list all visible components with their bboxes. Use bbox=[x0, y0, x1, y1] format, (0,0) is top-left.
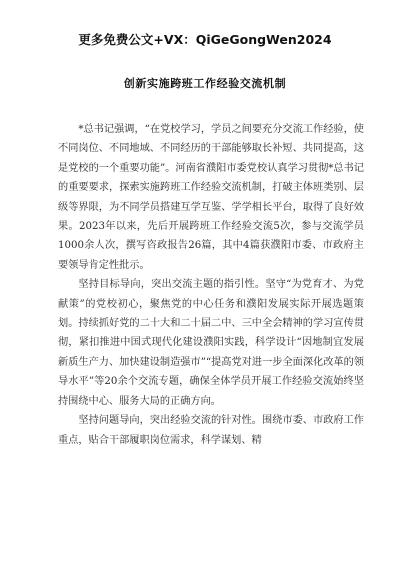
document-body bbox=[58, 120, 364, 450]
document-title: 创新实施跨班工作经验交流机制 bbox=[123, 77, 287, 90]
paragraph-3: 坚持问题导向，突出经验交流的针对性。围绕市委、市政府工作重点，贴合干部履职岗位需求，科学谋划、精 bbox=[58, 415, 364, 446]
watermark-header: 更多免费公文+VX：QiGeGongWen2024 bbox=[78, 32, 332, 47]
paragraph-1: *总书记强调，“在党校学习，学员之间要充分交流工作经验，使不同岗位、不同地域、不同经历的干部能够取长补短、共同提高，这是党校的一个重要功能”。河南省濮阳市委党校认真学习贯彻*总书记的重要要求，探索实施跨班工作经验交流机制，打破主体班类别、层级等界限，为不同学员搭建互学互鉴、学学相长平台，取得了良好效果。2023年以来，先后开展跨班工作经验交流5次，参与交流学员1000余人次，撰写咨政报告26篇，其中4篇获濮阳市委、市政府主要领导肯定性批示。 bbox=[58, 124, 364, 271]
paragraph-2: 坚持目标导向，突出交流主题的指引性。坚守“为党育才、为党献策”的党校初心，聚焦党的中心任务和濮阳发展实际开展选题策划。持续抓好党的二十大和二十届二中、三中全会精神的学习宣传贯彻，紧扣推进中国式现代化建设濮阳实践，科学设计“因地制宜发展新质生产力、加快建设制造强市”“提高党对进一步全面深化改革的领导水平”等20余个交流专题，确保全体学员开展工作经验交流始终坚持围绕中心、服务大局的正确方向。 bbox=[58, 279, 364, 407]
